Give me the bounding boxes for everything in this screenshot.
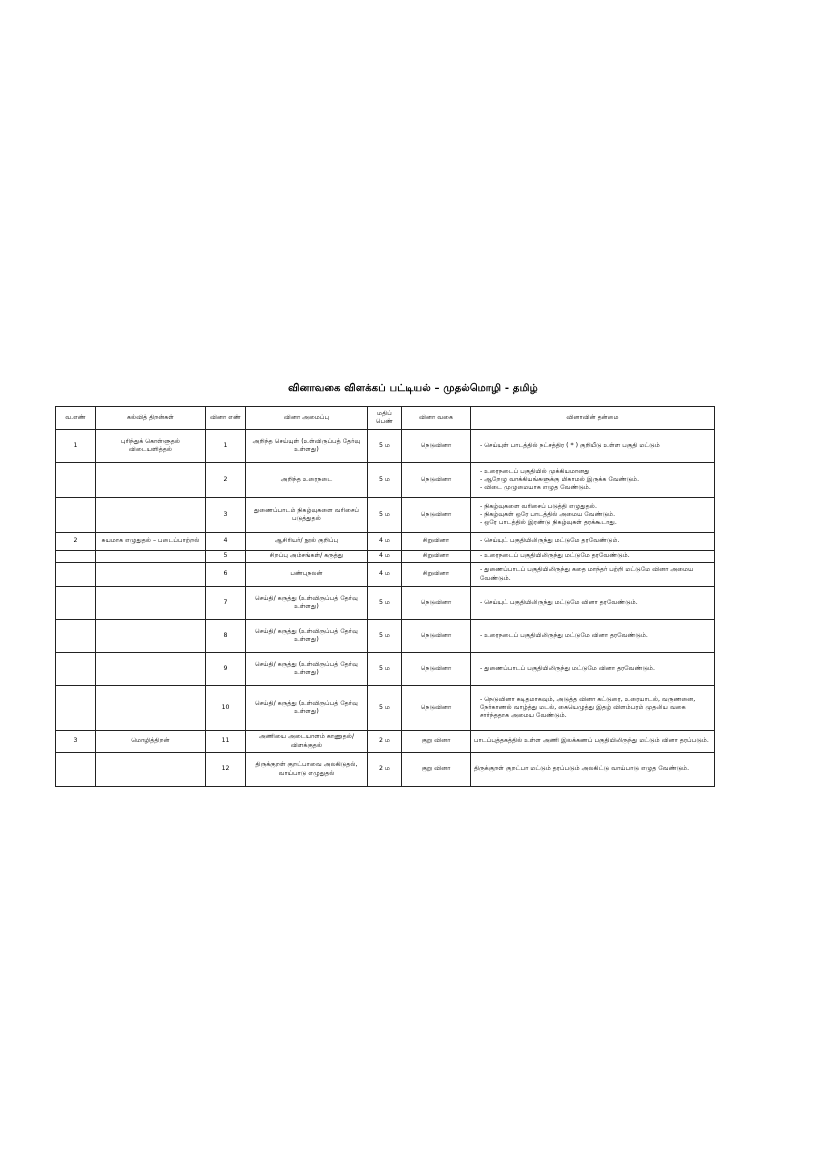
cell-structure: அறிந்த உரைநடை xyxy=(246,463,368,498)
cell-type: நெடுவினா xyxy=(402,587,471,620)
cell-marks: 5 ம xyxy=(368,463,402,498)
cell-serial-no xyxy=(56,587,96,620)
cell-type: நெடுவினா xyxy=(402,620,471,653)
table-row xyxy=(56,686,715,731)
cell-marks: 2 ம xyxy=(368,731,402,753)
cell-serial-no: 3 xyxy=(56,731,96,753)
cell-question-no: 6 xyxy=(206,563,246,587)
cell-nature xyxy=(471,551,715,563)
cell-question-no: 3 xyxy=(206,498,246,533)
header-skills: கல்வித் திறன்கள் xyxy=(96,407,206,430)
table-row xyxy=(56,731,715,753)
cell-nature xyxy=(471,533,715,551)
cell-skill xyxy=(96,463,206,498)
cell-serial-no xyxy=(56,653,96,686)
nature-item: - ஒரே பாடத்தில் இரண்டு நிகழ்வுகள் தரக்கூடாது. xyxy=(480,519,711,527)
nature-item: - செய்யுள் பாடத்தில் நட்சத்திர ( * ) குறியீடு உள்ள பகுதி மட்டும் xyxy=(480,442,711,450)
cell-marks: 5 ம xyxy=(368,430,402,463)
table-row xyxy=(56,430,715,463)
cell-type: நெடுவினா xyxy=(402,653,471,686)
cell-structure: செய்தி/ கருத்து (உள்விருப்பத் தேர்வு உள்ளது) xyxy=(246,686,368,731)
cell-nature xyxy=(471,563,715,587)
nature-item: - செய்யுட் பகுதியிலிருந்து மட்டுமே வினா தரவேண்டும். xyxy=(480,599,711,607)
cell-structure: செய்தி/ கருத்து (உள்விருப்பத் தேர்வு உள்ளது) xyxy=(246,653,368,686)
cell-serial-no: 1 xyxy=(56,430,96,463)
cell-marks: 4 ம xyxy=(368,533,402,551)
cell-nature xyxy=(471,463,715,498)
cell-type: சிறுவினா xyxy=(402,563,471,587)
cell-structure: சிறப்பு அம்சங்கள்/ கருத்து xyxy=(246,551,368,563)
cell-nature xyxy=(471,686,715,731)
cell-skill xyxy=(96,620,206,653)
cell-marks: 5 ம xyxy=(368,498,402,533)
cell-type: நெடுவினா xyxy=(402,430,471,463)
cell-skill xyxy=(96,753,206,787)
table-row xyxy=(56,753,715,787)
cell-type: நெடுவினா xyxy=(402,463,471,498)
header-question-type: வினா வகை xyxy=(402,407,471,430)
cell-marks: 5 ம xyxy=(368,653,402,686)
header-marks: மதிப் பெண் xyxy=(368,407,402,430)
cell-serial-no xyxy=(56,620,96,653)
cell-question-no: 9 xyxy=(206,653,246,686)
cell-question-no: 8 xyxy=(206,620,246,653)
table-row xyxy=(56,533,715,551)
cell-marks: 5 ம xyxy=(368,587,402,620)
cell-question-no: 4 xyxy=(206,533,246,551)
cell-question-no: 11 xyxy=(206,731,246,753)
cell-skill xyxy=(96,551,206,563)
table-header-row xyxy=(56,407,715,430)
cell-marks: 2 ம xyxy=(368,753,402,787)
cell-marks: 5 ம xyxy=(368,620,402,653)
cell-serial-no xyxy=(56,551,96,563)
nature-item: - நெடுவினா கடிதமாகவும், அடுத்த வினா கட்டுரை, உரையாடல், வருணனை, நேர்காணல் வாழ்த்து மடல், கையெழுத்து இதழ் விளம்பரம் முதலிய வகை சார்ந்ததாக அமைய வேண்டும். xyxy=(480,696,711,721)
cell-question-no: 1 xyxy=(206,430,246,463)
cell-nature xyxy=(471,430,715,463)
cell-serial-no xyxy=(56,463,96,498)
nature-item: - உரைநடைப் பகுதியில் முக்கியமானது xyxy=(480,468,711,476)
table-row xyxy=(56,620,715,653)
cell-structure: பண்புநலன் xyxy=(246,563,368,587)
cell-nature xyxy=(471,653,715,686)
cell-skill: சுயமாக எழுதுதல் – படைப்பாற்றல் xyxy=(96,533,206,551)
cell-structure: செய்தி/ கருத்து (உள்விருப்பத் தேர்வு உள்ளது) xyxy=(246,587,368,620)
nature-item: - உரைநடைப் பகுதியிலிருந்து மட்டுமே தரவேண்டும். xyxy=(480,552,711,560)
cell-type: சிறுவினா xyxy=(402,551,471,563)
table-row xyxy=(56,563,715,587)
cell-skill xyxy=(96,498,206,533)
cell-skill xyxy=(96,686,206,731)
cell-marks: 5 ம xyxy=(368,686,402,731)
cell-serial-no: 2 xyxy=(56,533,96,551)
cell-type: குறு வினா xyxy=(402,731,471,753)
table-row xyxy=(56,498,715,533)
cell-type: குறு வினா xyxy=(402,753,471,787)
cell-type: நெடுவினா xyxy=(402,498,471,533)
cell-structure: துணைப்பாடம் நிகழ்வுகளை வரிசைப் படுத்துதல் xyxy=(246,498,368,533)
cell-nature: திருக்குறள் குறட்பா மட்டும் தரப்படும் அலகிட்டு வாய்பாடு எழுத வேண்டும். xyxy=(471,753,715,787)
cell-skill: மொழித்திறன் xyxy=(96,731,206,753)
cell-structure: அணியை அடையாளம் காணுதல்/ விளக்குதல் xyxy=(246,731,368,753)
cell-serial-no xyxy=(56,753,96,787)
cell-question-no: 10 xyxy=(206,686,246,731)
cell-skill xyxy=(96,563,206,587)
cell-marks: 4 ம xyxy=(368,563,402,587)
cell-nature xyxy=(471,587,715,620)
cell-type: நெடுவினா xyxy=(402,686,471,731)
cell-nature: பாடப்புத்தகத்தில் உள்ள அணி இலக்கணப் பகுதியிலிருந்து மட்டும் வினா தரப்படும். xyxy=(471,731,715,753)
cell-structure: ஆசிரியர்/ நூல் குறிப்பு xyxy=(246,533,368,551)
nature-item: - துணைப்பாடப் பகுதியிலிருந்து மட்டுமே வினா தரவேண்டும். xyxy=(480,665,711,673)
cell-question-no: 12 xyxy=(206,753,246,787)
table-row xyxy=(56,653,715,686)
cell-serial-no xyxy=(56,686,96,731)
cell-structure: அறிந்த செய்யுள் (உள்விருப்பத் தேர்வு உள்ளது) xyxy=(246,430,368,463)
cell-structure: செய்தி/ கருத்து (உள்விருப்பத் தேர்வு உள்ளது) xyxy=(246,620,368,653)
cell-question-no: 5 xyxy=(206,551,246,563)
cell-skill xyxy=(96,653,206,686)
nature-item: - செய்யுட் பகுதியிலிருந்து மட்டுமே தரவேண்டும். xyxy=(480,537,711,545)
header-question-no: வினா எண் xyxy=(206,407,246,430)
nature-item: - உரைநடைப் பகுதியிலிருந்து மட்டுமே வினா தரவேண்டும். xyxy=(480,632,711,640)
cell-marks: 4 ம xyxy=(368,551,402,563)
cell-type: சிறுவினா xyxy=(402,533,471,551)
nature-item: - துணைப்பாடப் பகுதியிலிருந்து கதை மாந்தர் பற்றி மட்டுமே வினா அமைய வேண்டும். xyxy=(480,566,711,582)
header-question-nature: வினாவின் தன்மை xyxy=(471,407,715,430)
table-row xyxy=(56,551,715,563)
table-row xyxy=(56,463,715,498)
cell-nature xyxy=(471,498,715,533)
cell-nature xyxy=(471,620,715,653)
cell-serial-no xyxy=(56,563,96,587)
document-title: வினாவகை விளக்கப் பட்டியல் – முதல்மொழி - தமிழ் xyxy=(288,383,538,394)
nature-item: - நிகழ்வுகள் ஒரே பாடத்தில் அமைய வேண்டும். xyxy=(480,511,711,519)
cell-skill xyxy=(96,587,206,620)
header-question-structure: வினா அமைப்பு xyxy=(246,407,368,430)
cell-question-no: 2 xyxy=(206,463,246,498)
cell-structure: திருக்குறள் குறட்பாவை அலகிடுதல், வாய்பாடு எழுதுதல் xyxy=(246,753,368,787)
table-row xyxy=(56,587,715,620)
nature-item: - ஆறேழு வாக்கியங்களுக்கு மிகாமல் இருக்க வேண்டும். xyxy=(480,476,711,484)
nature-item: - நிகழ்வுகளை வரிசைப் படுத்தி எழுதுதல். xyxy=(480,503,711,511)
cell-question-no: 7 xyxy=(206,587,246,620)
nature-item: - விடை முழுமையாக எழுத வேண்டும். xyxy=(480,484,711,492)
question-type-table xyxy=(55,406,715,787)
cell-skill: புரிந்துக் கொள்ளுதல் விடையளித்தல் xyxy=(96,430,206,463)
cell-serial-no xyxy=(56,498,96,533)
header-serial-no: வ.எண் xyxy=(56,407,96,430)
